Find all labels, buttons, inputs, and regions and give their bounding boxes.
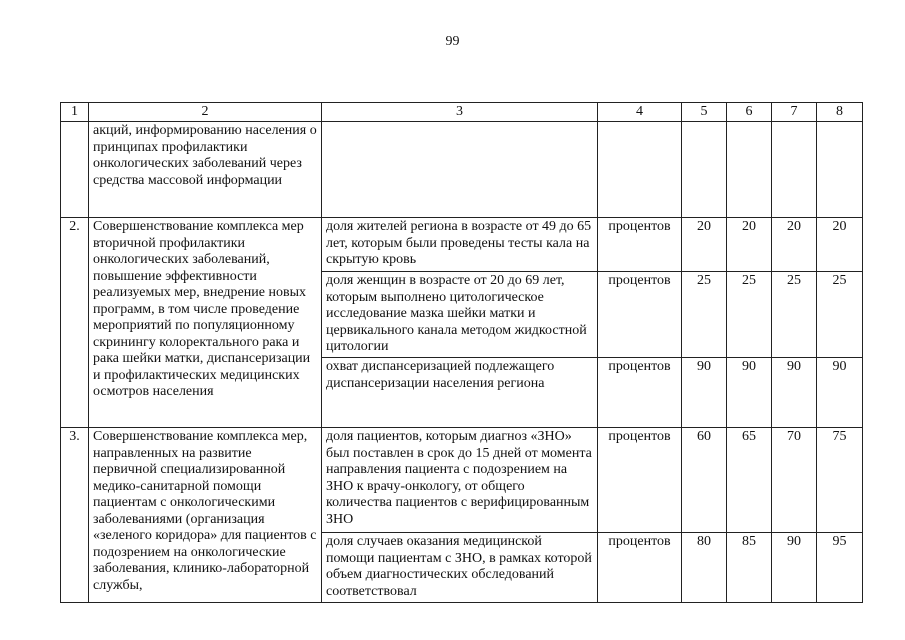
column-header: 2 (89, 103, 322, 122)
value-cell: 20 (682, 218, 727, 272)
unit-cell: процентов (598, 272, 682, 358)
column-header: 1 (61, 103, 89, 122)
table-row (61, 122, 863, 218)
value-cell: 20 (727, 218, 772, 272)
indicators-table (60, 102, 863, 603)
value-cell: 60 (682, 428, 727, 533)
column-header: 4 (598, 103, 682, 122)
measure-cell: Совершенствование комплекса мер вторичной профилактики онкологических заболеваний, повышение эффективности реализуемых мер, внедрение новых программ, в том числе проведение мероприятий по популяционному скринингу колоректального рака и рака шейки матки, диспансеризации и профилактических медицинских осмотров населения (89, 218, 322, 428)
value-cell: 80 (682, 533, 727, 603)
value-cell: 20 (772, 218, 817, 272)
value-cell: 65 (727, 428, 772, 533)
value-cell: 95 (817, 533, 863, 603)
measure-cell: Совершенствование комплекса мер, направленных на развитие первичной специализированной медико-санитарной помощи пациентам с онкологическими заболеваниями (организация «зеленого коридора» для пациентов с подозрением на онкологические заболевания, клинико-лабораторной службы, (89, 428, 322, 603)
value-cell: 90 (817, 358, 863, 428)
unit-cell (598, 122, 682, 218)
row-number-cell (61, 122, 89, 218)
table-row (61, 428, 863, 533)
value-cell: 90 (727, 358, 772, 428)
unit-cell: процентов (598, 218, 682, 272)
unit-cell: процентов (598, 358, 682, 428)
value-cell (727, 122, 772, 218)
header-row (61, 103, 863, 122)
value-cell: 25 (682, 272, 727, 358)
unit-cell: процентов (598, 533, 682, 603)
indicator-cell: доля жителей региона в возрасте от 49 до 65 лет, которым были проведены тесты кала на скрытую кровь (322, 218, 598, 272)
indicator-cell: доля пациентов, которым диагноз «ЗНО» был поставлен в срок до 15 дней от момента направления пациента с подозрением на ЗНО к врачу-онкологу, от общего количества пациентов с верифицированным ЗНО (322, 428, 598, 533)
indicator-cell: доля случаев оказания медицинской помощи пациентам с ЗНО, в рамках которой объем диагностических обследований соответствовал (322, 533, 598, 603)
value-cell: 70 (772, 428, 817, 533)
indicator-cell: доля женщин в возрасте от 20 до 69 лет, которым выполнено цитологическое исследование мазка шейки матки и цервикального канала методом жидкостной цитологии (322, 272, 598, 358)
value-cell: 75 (817, 428, 863, 533)
unit-cell: процентов (598, 428, 682, 533)
value-cell: 25 (727, 272, 772, 358)
indicator-cell (322, 122, 598, 218)
indicator-cell: охват диспансеризацией подлежащего диспансеризации населения региона (322, 358, 598, 428)
value-cell: 85 (727, 533, 772, 603)
column-header: 5 (682, 103, 727, 122)
column-header: 3 (322, 103, 598, 122)
value-cell (772, 122, 817, 218)
value-cell: 90 (772, 358, 817, 428)
measure-cell: акций, информированию населения о принципах профилактики онкологических заболеваний через средства массовой информации (89, 122, 322, 218)
value-cell: 25 (817, 272, 863, 358)
page-number: 99 (445, 34, 460, 49)
column-header: 6 (727, 103, 772, 122)
value-cell: 25 (772, 272, 817, 358)
table-row (61, 218, 863, 272)
column-header: 8 (817, 103, 863, 122)
row-number: 3. (61, 428, 89, 603)
value-cell (817, 122, 863, 218)
value-cell: 20 (817, 218, 863, 272)
value-cell: 90 (772, 533, 817, 603)
column-header: 7 (772, 103, 817, 122)
value-cell: 90 (682, 358, 727, 428)
value-cell (682, 122, 727, 218)
row-number: 2. (61, 218, 89, 428)
